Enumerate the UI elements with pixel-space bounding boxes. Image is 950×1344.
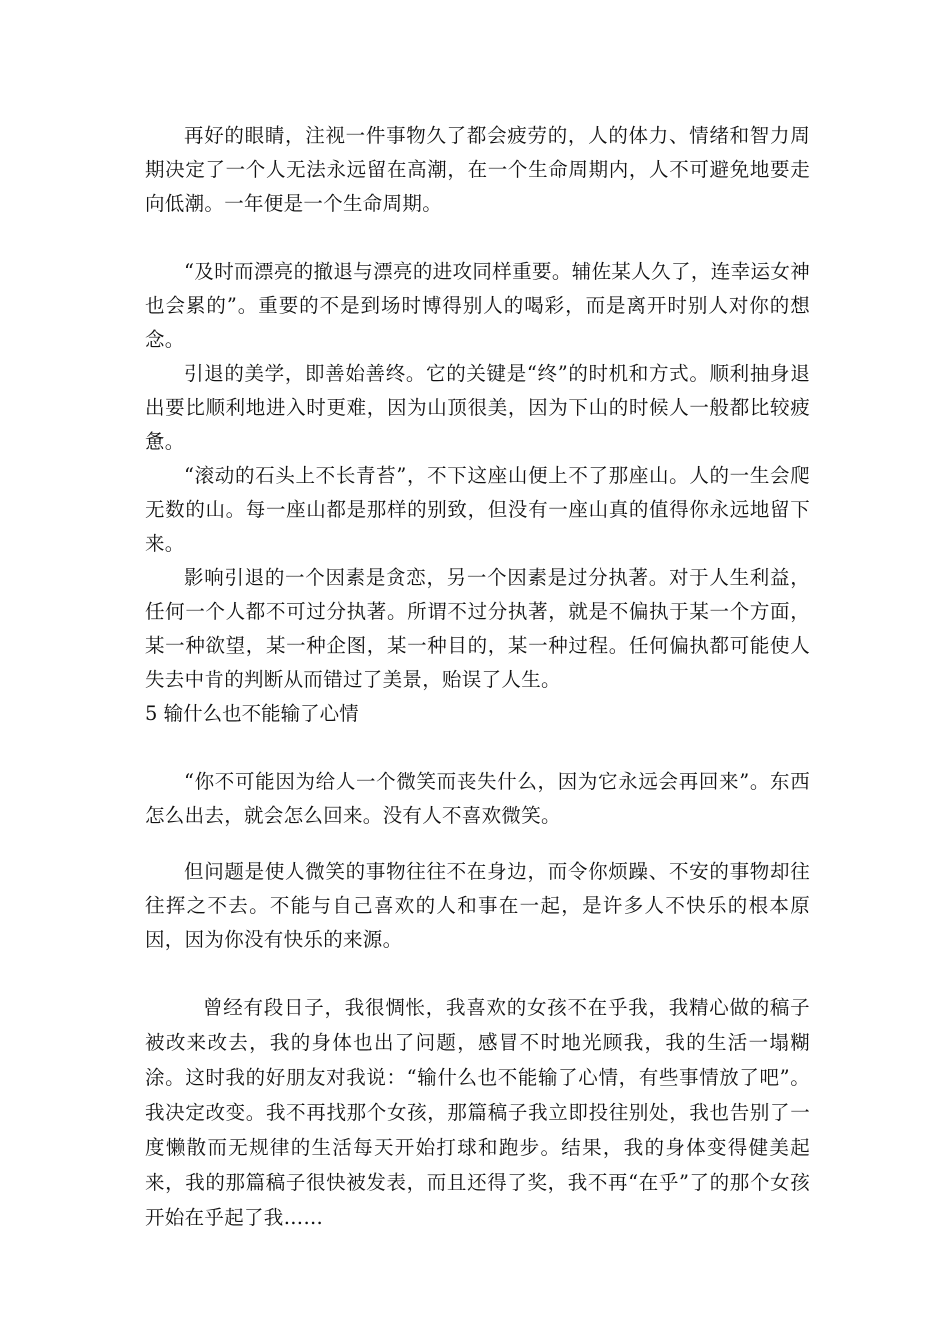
paragraph-retreat-aesthetics: 引退的美学，即善始善终。它的关键是“终”的时机和方式。顺利抽身退出要比顺利地进入时更难，因为山顶很美，因为下山的时候人一般都比较疲惫。 [145,362,810,453]
paragraph-smile-quote: “你不可能因为给人一个微笑而丧失什么，因为它永远会再回来”。东西怎么出去，就会怎么回来。没有人不喜欢微笑。 [145,770,810,827]
paragraph-obsession: 影响引退的一个因素是贪恋，另一个因素是过分执著。对于人生利益，任何一个人都不可过分执著。所谓不过分执著，就是不偏执于某一个方面，某一种欲望，某一种企图，某一种目的，某一种过程。任何偏执都可能使人失去中肯的判断从而错过了美景，贻误了人生。 [145,566,810,691]
paragraph-rolling-stone: “滚动的石头上不长青苔”，不下这座山便上不了那座山。人的一生会爬无数的山。每一座山都是那样的别致，但没有一座山真的值得你永远地留下来。 [145,464,810,555]
paragraph-smile-problem: 但问题是使人微笑的事物往往不在身边，而令你烦躁、不安的事物却往往挥之不去。不能与自己喜欢的人和事在一起，是许多人不快乐的根本原因，因为你没有快乐的来源。 [145,860,810,951]
paragraph-fatigue-cycle: 再好的眼睛，注视一件事物久了都会疲劳的，人的体力、情绪和智力周期决定了一个人无法永远留在高潮，在一个生命周期内，人不可避免地要走向低潮。一年便是一个生命周期。 [145,124,810,215]
paragraph-personal-story: 曾经有段日子，我很惆怅，我喜欢的女孩不在乎我，我精心做的稿子被改来改去，我的身体也出了问题，感冒不时地光顾我，我的生活一塌糊涂。这时我的好朋友对我说：“输什么也不能输了心情，有些事情放了吧”。我决定改变。我不再找那个女孩，那篇稿子我立即投往别处，我也告别了一度懒散而无规律的生活每天开始打球和跑步。结果，我的身体变得健美起来，我的那篇稿子很快被发表，而且还得了奖，我不再“在乎”了的那个女孩开始在乎起了我…… [145,996,810,1229]
paragraph-retreat-quote: “及时而漂亮的撤退与漂亮的进攻同样重要。辅佐某人久了，连幸运女神也会累的”。重要的不是到场时博得别人的喝彩，而是离开时别人对你的想念。 [145,260,810,351]
section-heading: 5 输什么也不能输了心情 [145,702,359,725]
